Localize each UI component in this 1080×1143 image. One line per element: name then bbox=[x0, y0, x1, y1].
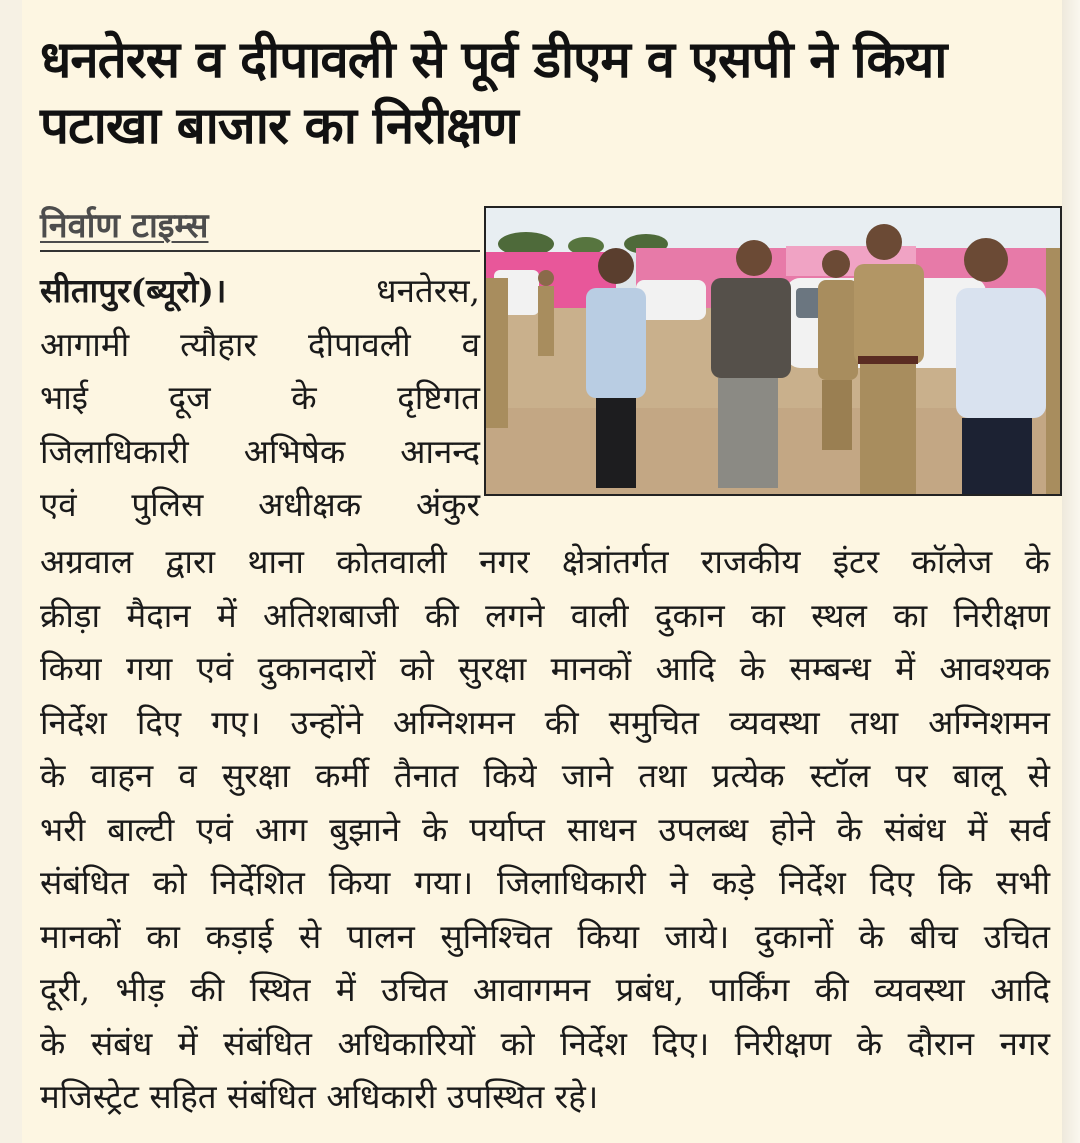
body-line-last: मजिस्ट्रेट सहित संबंधित अधिकारी उपस्थित रहे। bbox=[40, 1077, 599, 1116]
dateline: सीतापुर(ब्यूरो)। bbox=[40, 271, 227, 310]
lead-text: धनतेरस, bbox=[376, 271, 480, 310]
body-line: निर्देश दिए गए। उन्होंने अग्निशमन की समुचित व्यवस्था तथा अग्निशमन bbox=[40, 702, 1050, 742]
body-line: किया गया एवं दुकानदारों को सुरक्षा मानकों आदि के सम्बन्ध में आवश्यक bbox=[40, 649, 1050, 688]
body-line: के वाहन व सुरक्षा कर्मी तैनात किये जाने तथा प्रत्येक स्टॉल पर बालू से bbox=[40, 756, 1050, 795]
page-edge-shadow bbox=[1062, 0, 1080, 1143]
headline: धनतेरस व दीपावली से पूर्व डीएम व एसपी ने किया पटाखा बाजार का निरीक्षण bbox=[40, 31, 947, 156]
body-line: संबंधित को निर्देशित किया गया। जिलाधिकारी ने कड़े निर्देश दिए कि सभी bbox=[40, 863, 1050, 902]
lead-line-3: भाई दूज के दृष्टिगत bbox=[40, 378, 480, 417]
body-line: अग्रवाल द्वारा थाना कोतवाली नगर क्षेत्रांतर्गत राजकीय इंटर कॉलेज के bbox=[40, 542, 1050, 581]
body-line: के संबंध में संबंधित अधिकारियों को निर्देश दिए। निरीक्षण के दौरान नगर bbox=[40, 1023, 1050, 1063]
body-line: दूरी, भीड़ की स्थित में उचित आवागमन प्रबंध, पार्किंग की व्यवस्था आदि bbox=[40, 970, 1050, 1009]
body-line: क्रीड़ा मैदान में अतिशबाजी की लगने वाली दुकान का स्थल का निरीक्षण bbox=[40, 595, 1050, 635]
source-byline bbox=[40, 204, 480, 252]
article-body bbox=[40, 535, 1050, 1124]
newspaper-clipping bbox=[22, 0, 1062, 1143]
photo-illustration bbox=[486, 208, 1060, 494]
lead-line-2: आगामी त्यौहार दीपावली व bbox=[40, 324, 480, 364]
news-photo bbox=[484, 206, 1062, 496]
source-name: निर्वाण टाइम्स bbox=[40, 206, 209, 246]
lead-line-1 bbox=[40, 264, 480, 318]
body-line: मानकों का कड़ाई से पालन सुनिश्चित किया जाये। दुकानों के बीच उचित bbox=[40, 916, 1050, 956]
lead-column bbox=[40, 264, 480, 532]
lead-line-5: एवं पुलिस अधीक्षक अंकुर bbox=[40, 485, 480, 524]
body-line: भरी बाल्टी एवं आग बुझाने के पर्याप्त साधन उपलब्ध होने के संबंध में सर्व bbox=[40, 809, 1050, 849]
lead-line-4: जिलाधिकारी अभिषेक आनन्द bbox=[40, 431, 480, 471]
